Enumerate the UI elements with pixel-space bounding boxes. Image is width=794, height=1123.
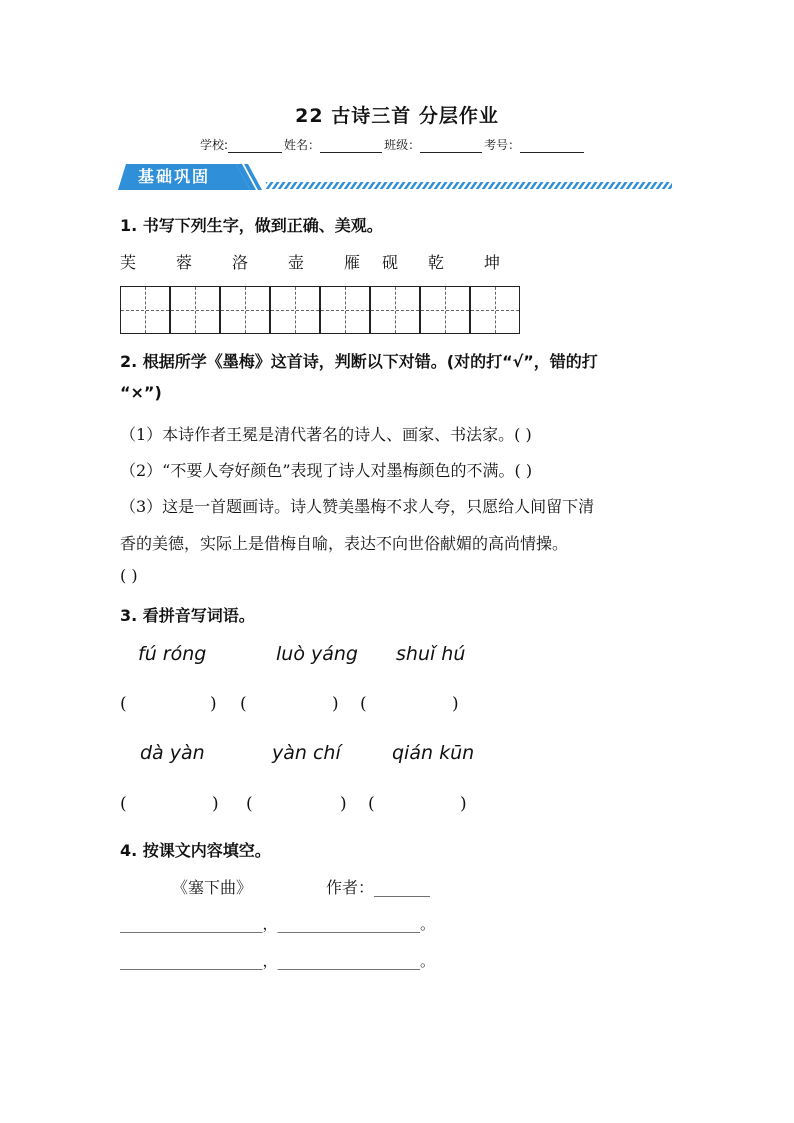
- pinyin-item: yàn chí: [272, 742, 341, 764]
- grid-cell[interactable]: [120, 286, 170, 334]
- q4-heading: 4. 按课文内容填空。: [120, 841, 271, 860]
- class-field[interactable]: [420, 139, 482, 153]
- char-item: 壶: [288, 253, 305, 272]
- char-item: 坤: [484, 253, 501, 272]
- exam-no-label: 考号：: [484, 138, 521, 152]
- name-field[interactable]: [320, 139, 382, 153]
- pinyin-item: qián kūn: [392, 742, 475, 764]
- paren-open: (: [368, 794, 375, 814]
- q2-item-1: （1）本诗作者王冕是清代著名的诗人、画家、书法家。( ): [120, 425, 532, 444]
- paren-open: (: [360, 694, 367, 714]
- q2-item-2: （2）“不要人夸好颜色”表现了诗人对墨梅颜色的不满。( ): [120, 461, 533, 480]
- pinyin-item: dà yàn: [140, 742, 205, 764]
- grid-cell[interactable]: [420, 286, 470, 334]
- paren-close: ): [212, 794, 219, 814]
- char-item: 蓉: [176, 253, 193, 272]
- paren-open: (: [246, 794, 253, 814]
- paren-close: ): [452, 694, 459, 714]
- poem-title: 《塞下曲》: [172, 878, 253, 897]
- char-item: 洛: [232, 253, 249, 272]
- q2-heading-line1: 2. 根据所学《墨梅》这首诗，判断以下对错。(对的打“√”，错的打: [120, 352, 598, 371]
- class-label: 班级：: [384, 138, 421, 152]
- char-item: 芙: [120, 253, 137, 272]
- q2-item-3-line2: 香的美德，实际上是借梅自喻，表达不向世俗献媚的高尚情操。: [120, 534, 569, 553]
- char-item: 乾: [428, 253, 445, 272]
- q3-heading: 3. 看拼音写词语。: [120, 606, 255, 625]
- pinyin-item: fú róng: [138, 643, 207, 665]
- q2-item-3-line1: （3）这是一首题画诗。诗人赞美墨梅不求人夸，只愿给人间留下清: [120, 497, 595, 516]
- section-banner: [118, 160, 678, 194]
- fill-line-1[interactable]: ___________________，___________________。: [120, 915, 436, 933]
- fill-line-2[interactable]: ___________________，___________________。: [120, 952, 436, 970]
- paren-close: ): [210, 694, 217, 714]
- pinyin-item: luò yáng: [276, 643, 358, 665]
- char-item: 雁: [344, 253, 361, 272]
- q2-heading-line2: “×”): [120, 383, 162, 402]
- q1-heading: 1. 书写下列生字，做到正确、美观。: [120, 216, 383, 235]
- page-title: 22 古诗三首 分层作业: [295, 105, 499, 127]
- grid-cell[interactable]: [320, 286, 370, 334]
- banner-label: 基础巩固: [138, 167, 211, 186]
- grid-cell[interactable]: [370, 286, 420, 334]
- paren-open: (: [120, 794, 127, 814]
- paren-open: (: [120, 694, 127, 714]
- char-item: 砚: [382, 253, 399, 272]
- grid-cell[interactable]: [270, 286, 320, 334]
- paren-close: ): [460, 794, 467, 814]
- paren-close: ): [340, 794, 347, 814]
- grid-cell[interactable]: [170, 286, 220, 334]
- author-label: 作者：_______: [326, 878, 431, 897]
- student-info-row: [200, 136, 586, 153]
- school-field[interactable]: [228, 139, 282, 153]
- exam-no-field[interactable]: [520, 139, 584, 153]
- grid-cell[interactable]: [220, 286, 270, 334]
- q2-item-3-answer: ( ): [120, 566, 138, 585]
- pinyin-item: shuǐ hú: [396, 643, 466, 665]
- paren-close: ): [332, 694, 339, 714]
- grid-cell[interactable]: [470, 286, 520, 334]
- name-label: 姓名：: [284, 138, 321, 152]
- paren-open: (: [240, 694, 247, 714]
- school-label: 学校:: [200, 138, 229, 152]
